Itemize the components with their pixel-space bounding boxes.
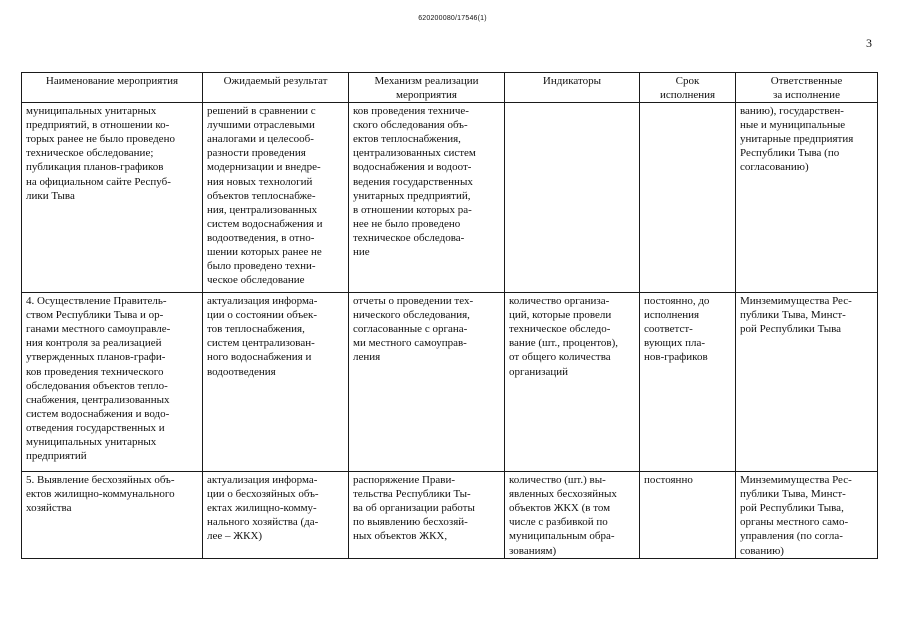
cell-mechanism: отчеты о проведении тех- нического обследования, согласованные с органа- ми местного самоуправ- ления bbox=[349, 293, 505, 472]
header-activity-name: Наименование мероприятия bbox=[22, 73, 203, 103]
cell-deadline: постоянно bbox=[640, 472, 736, 559]
table-row bbox=[22, 472, 878, 559]
header-deadline: Срок исполнения bbox=[640, 73, 736, 103]
cell-expected-result: актуализация информа- ции о бесхозяйных объ- ектах жилищно-комму- нального хозяйства (да- лее – ЖКХ) bbox=[203, 472, 349, 559]
cell-mechanism: распоряжение Прави- тельства Республики Ты- ва об организации работы по выявлению бесхозяй- ных объектов ЖКХ, bbox=[349, 472, 505, 559]
cell-responsible: ванию), государствен- ные и муниципальные унитарные предприятия Республики Тыва (по согласованию) bbox=[736, 103, 878, 293]
cell-deadline: постоянно, до исполнения соответст- вующих пла- нов-графиков bbox=[640, 293, 736, 472]
cell-activity-name: 4. Осуществление Правитель- ством Республики Тыва и ор- ганами местного самоуправле- ния контроля за реализацией утвержденных планов-графи- ков проведения технического обследования объектов тепло- снабжения, централизованных систем водоснабжения и водо- отведения государственных и муниципальных унитарных предприятий bbox=[22, 293, 203, 472]
header-indicators: Индикаторы bbox=[505, 73, 640, 103]
table-header-row bbox=[22, 73, 878, 103]
table-row bbox=[22, 293, 878, 472]
action-plan-table bbox=[21, 72, 878, 559]
table-row bbox=[22, 103, 878, 293]
page-number: 3 bbox=[866, 36, 872, 50]
cell-expected-result: решений в сравнении с лучшими отраслевыми аналогами и целесооб- разности проведения модернизации и внедре- ния новых технологий объектов теплоснабже- ния, централизованных систем водоснабжения и водоотведения, в отно- шении которых ранее не было проведено техни- ческое обследование bbox=[203, 103, 349, 293]
cell-indicators: количество организа- ций, которые провели техническое обследо- вание (шт., процентов), от общего количества организаций bbox=[505, 293, 640, 472]
cell-activity-name: 5. Выявление бесхозяйных объ- ектов жилищно-коммунального хозяйства bbox=[22, 472, 203, 559]
cell-responsible: Минземимущества Рес- публики Тыва, Минст- рой Республики Тыва bbox=[736, 293, 878, 472]
cell-indicators: количество (шт.) вы- явленных бесхозяйных объектов ЖКХ (в том числе с разбивкой по муниципальным обра- зованиям) bbox=[505, 472, 640, 559]
cell-deadline bbox=[640, 103, 736, 293]
document-id: 620200080/17546(1) bbox=[418, 15, 487, 22]
cell-indicators bbox=[505, 103, 640, 293]
cell-expected-result: актуализация информа- ции о состоянии объек- тов теплоснабжения, систем централизован- ного водоснабжения и водоотведения bbox=[203, 293, 349, 472]
header-responsible: Ответственные за исполнение bbox=[736, 73, 878, 103]
header-mechanism: Механизм реализации мероприятия bbox=[349, 73, 505, 103]
cell-responsible: Минземимущества Рес- публики Тыва, Минст- рой Республики Тыва, органы местного само- управления (по согла- сованию) bbox=[736, 472, 878, 559]
header-expected-result: Ожидаемый результат bbox=[203, 73, 349, 103]
cell-mechanism: ков проведения техниче- ского обследования объ- ектов теплоснабжения, централизованных систем водоснабжения и водоот- ведения государственных унитарных предприятий, в отношении которых ра- нее не было проведено техническое обследова- ние bbox=[349, 103, 505, 293]
cell-activity-name: муниципальных унитарных предприятий, в отношении ко- торых ранее не было проведено техническое обследование; публикация планов-графиков на официальном сайте Респуб- лики Тыва bbox=[22, 103, 203, 293]
